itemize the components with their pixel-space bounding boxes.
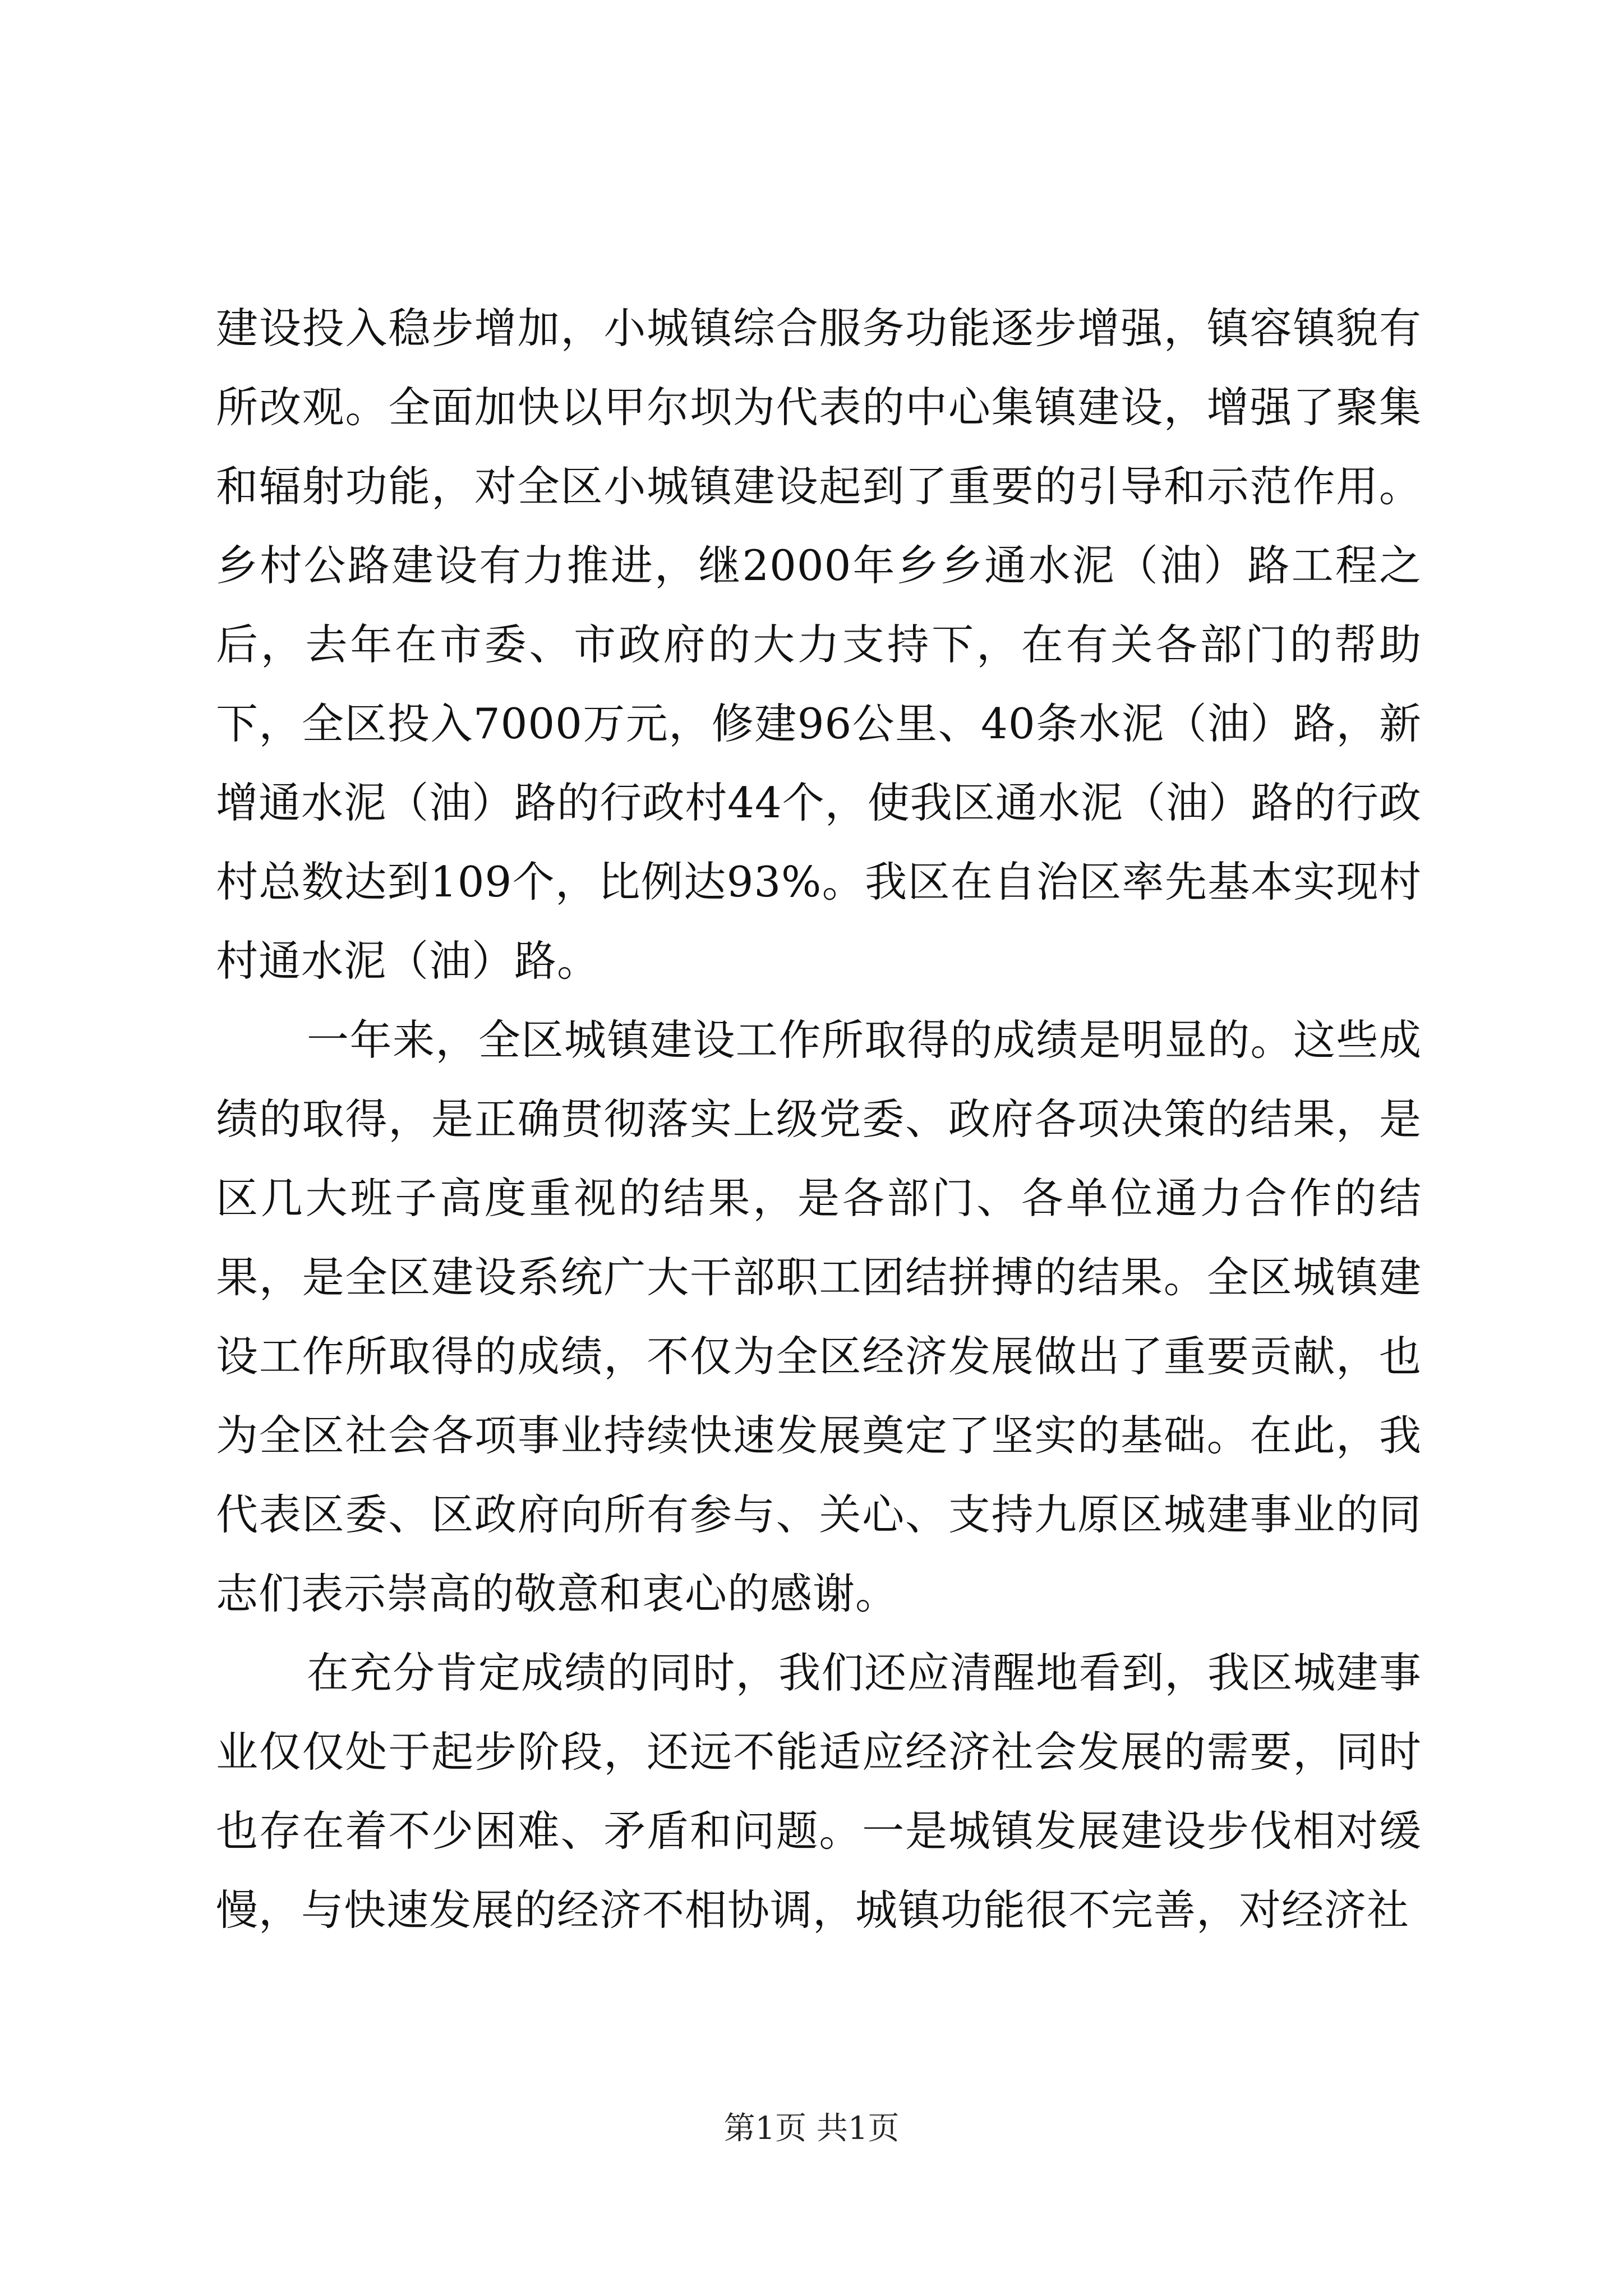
paragraph-problems: 在充分肯定成绩的同时，我们还应清醒地看到，我区城建事业仅仅处于起步阶段，还远不能适应经济社会发展的需要，同时也存在着不少困难、矛盾和问题。一是城镇发展建设步伐相对缓慢，与快速发展的经济不相协调，城镇功能很不完善，对经济社 (216, 1648, 1422, 1935)
paragraph-achievements: 一年来，全区城镇建设工作所取得的成绩是明显的。这些成绩的取得，是正确贯彻落实上级党委、政府各项决策的结果，是区几大班子高度重视的结果，是各部门、各单位通力合作的结果，是全区建设系统广大干部职工团结拼搏的结果。全区城镇建设工作所取得的成绩，不仅为全区经济发展做出了重要贡献，也为全区社会各项事业持续快速发展奠定了坚实的基础。在此，我代表区委、区政府向所有参与、关心、支持九原区城建事业的同志们表示崇高的敬意和衷心的感谢。 (216, 1015, 1422, 1618)
paragraph-continuation: 建设投入稳步增加，小城镇综合服务功能逐步增强，镇容镇貌有所改观。全面加快以甲尔坝为代表的中心集镇建设，增强了聚集和辐射功能，对全区小城镇建设起到了重要的引导和示范作用。乡村公路建设有力推进，继2000年乡乡通水泥（油）路工程之后，去年在市委、市政府的大力支持下，在有关各部门的帮助下，全区投入7000万元，修建96公里、40条水泥（油）路，新增通水泥（油）路的行政村44个，使我区通水泥（油）路的行政村总数达到109个，比例达93%。我区在自治区率先基本实现村村通水泥（油）路。 (216, 303, 1422, 986)
page-footer: 第1页 共1页 (723, 2110, 900, 2147)
body-text (216, 289, 1422, 1950)
